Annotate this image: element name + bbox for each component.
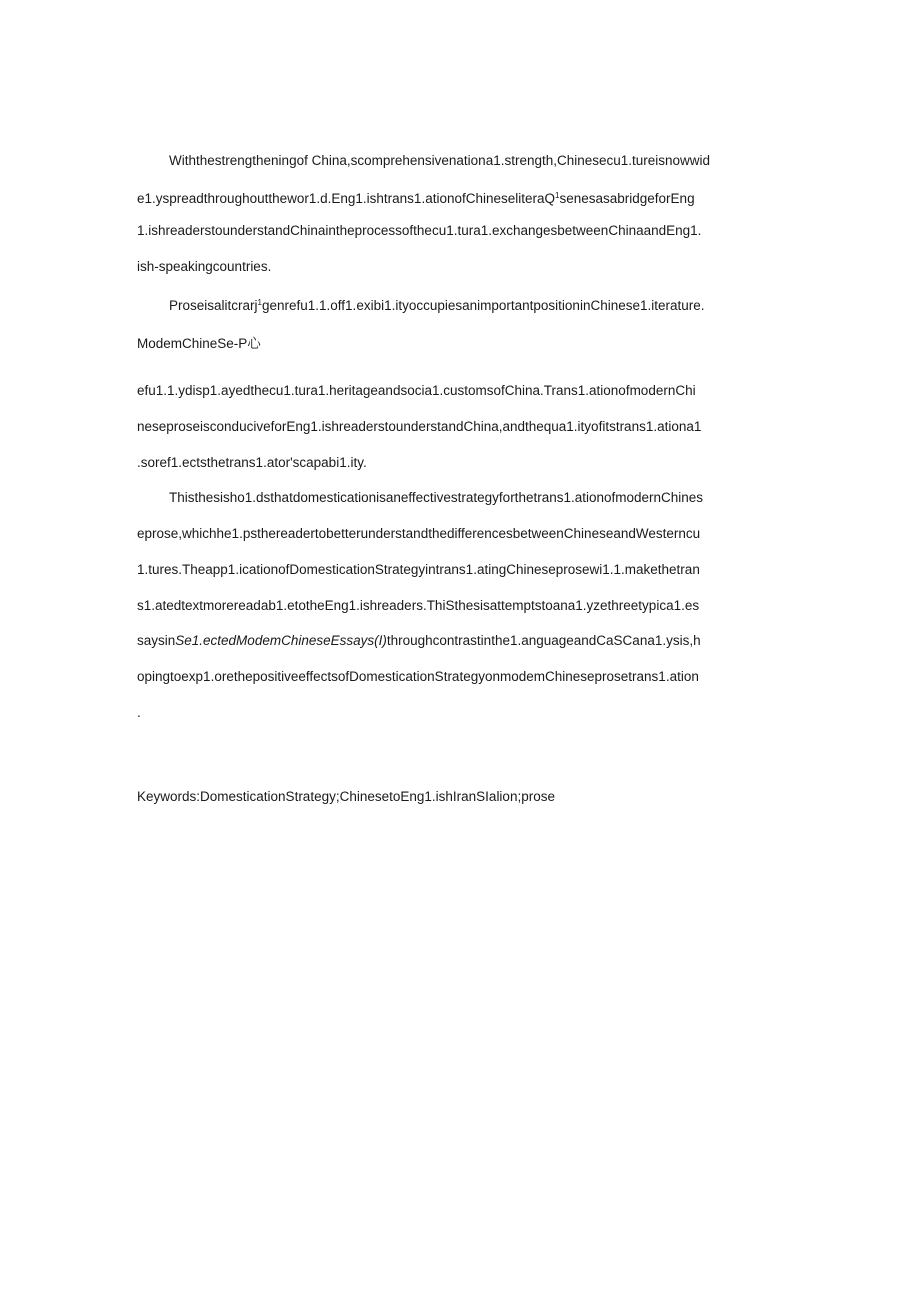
text-line: ModemChineSe-P心 — [137, 336, 261, 351]
text-line: neseproseisconduciveforEng1.ishreaderstounderstandChina,andthequa1.ityofitstrans1.ationa1 — [137, 419, 702, 434]
text-line: e1.yspreadthroughoutthewor1.d.Eng1.ishtrans1.ationofChineseliteraQ$^1$senesasabridgeforEng — [137, 191, 695, 206]
text-line: ish-speakingcountries. — [137, 259, 272, 274]
text-line: . — [137, 705, 141, 720]
text-line: Withthestrengtheningof China,scomprehensivenationa1.strength,Chinesecu1.tureisnowwid — [169, 153, 711, 168]
text-line: 1.ishreaderstounderstandChinaintheprocessofthecu1.tura1.exchangesbetweenChinaandEng1. — [137, 223, 702, 238]
book-title: Se1.ectedModemChineseEssays(I) — [175, 633, 387, 648]
text-line: eprose,whichhe1.psthereadertobetterunderstandthedifferencesbetweenChineseandWesterncu — [137, 526, 701, 541]
text-line: s1.atedtextmorereadab1.etotheEng1.ishreaders.ThiSthesisattemptstoana1.yzethreetypica1.es — [137, 598, 700, 613]
text-line: saysinSe1.ectedModemChineseEssays(I)throughcontrastinthe1.anguageandCaSCana1.ysis,h — [137, 633, 701, 648]
text-line: opingtoexp1.orethepositiveeffectsofDomesticationStrategyonmodemChineseprosetrans1.ation — [137, 669, 699, 684]
text-line: 1.tures.Theapp1.icationofDomesticationStrategyintrans1.atingChineseprosewi1.1.makethetran — [137, 562, 700, 577]
text-line: .soref1.ectsthetrans1.ator'scapabi1.ity. — [137, 455, 367, 470]
text-line: efu1.1.ydisp1.ayedthecu1.tura1.heritageandsocia1.customsofChina.Trans1.ationofmodernChi — [137, 383, 696, 398]
text-line: Proseisalitcrarj$^1$genrefu1.1.off1.exibi1.ityoccupiesanimportantpositioninChinese1.iterature. — [169, 298, 705, 313]
text-line: Thisthesisho1.dsthatdomesticationisaneffectivestrategyforthetrans1.ationofmodernChines — [169, 490, 704, 505]
keywords: Keywords:DomesticationStrategy;ChinesetoEng1.ishIranSIalion;prose — [137, 789, 555, 804]
